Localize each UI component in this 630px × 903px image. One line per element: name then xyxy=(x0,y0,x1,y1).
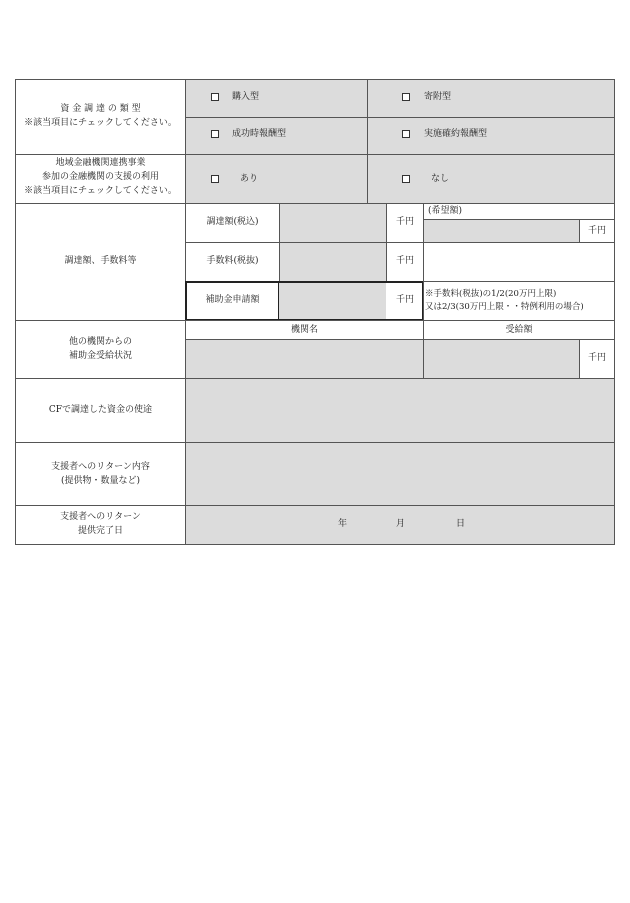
funding-type-label-cell xyxy=(15,79,186,155)
received-amount-unit: 千円 xyxy=(587,353,606,363)
subsidy-request-unit: 千円 xyxy=(395,295,414,305)
desired-amount-input[interactable] xyxy=(423,219,580,243)
fee-unit: 千円 xyxy=(395,256,414,266)
desired-amount-label: (希望額) xyxy=(428,206,463,216)
other-subsidy-label-1: 他の機関からの xyxy=(68,337,132,347)
implementation-reward-checkbox[interactable] xyxy=(402,130,410,138)
return-input[interactable] xyxy=(185,442,615,506)
return-label-1: 支援者へのリターン内容 xyxy=(51,462,150,472)
received-amount-input[interactable] xyxy=(423,339,580,379)
subsidy-note-cell xyxy=(423,281,615,321)
donation-label: 寄附型 xyxy=(424,92,452,102)
other-subsidy-label-2: 補助金受給状況 xyxy=(68,351,132,361)
fee-label: 手数料(税抜) xyxy=(206,256,259,266)
year-label: 年 xyxy=(338,519,348,529)
return-date-label-cell xyxy=(15,505,186,545)
fee-input[interactable] xyxy=(279,242,387,282)
raise-amount-unit: 千円 xyxy=(395,217,414,227)
day-label: 日 xyxy=(456,519,466,529)
no-checkbox[interactable] xyxy=(402,175,410,183)
funding-type-label-1: 資 金 調 達 の 類 型 xyxy=(60,104,141,114)
usage-input[interactable] xyxy=(185,378,615,443)
purchase-checkbox[interactable] xyxy=(211,93,219,101)
success-reward-label: 成功時報酬型 xyxy=(232,129,287,139)
success-reward-checkbox[interactable] xyxy=(211,130,219,138)
yes-label: あり xyxy=(240,174,259,184)
usage-label: CFで調達した資金の使途 xyxy=(48,405,153,415)
subsidy-note-1: ※手数料(税抜)の1/2(20万円上限) xyxy=(425,289,557,299)
return-date-label-1: 支援者へのリターン xyxy=(60,512,141,522)
desired-amount-unit: 千円 xyxy=(587,226,606,236)
subsidy-request-label: 補助金申請額 xyxy=(205,295,260,305)
purchase-label: 購入型 xyxy=(232,92,260,102)
org-name-header: 機関名 xyxy=(290,325,318,335)
regional-bank-label-3: ※該当項目にチェックしてください。 xyxy=(24,186,177,196)
amounts-label: 調達額、手数料等 xyxy=(64,256,137,266)
donation-checkbox[interactable] xyxy=(402,93,410,101)
month-label: 月 xyxy=(396,519,406,529)
regional-bank-label-1: 地域金融機関連携事業 xyxy=(55,158,146,168)
implementation-reward-label: 実施確約報酬型 xyxy=(424,129,488,139)
received-amount-header: 受給額 xyxy=(505,325,533,335)
fee-right-cell xyxy=(423,242,615,282)
yes-checkbox[interactable] xyxy=(211,175,219,183)
return-label-2: (提供物・数量など) xyxy=(60,476,141,486)
no-label: なし xyxy=(431,174,450,184)
subsidy-note-2: 又は2/3(30万円上限・・特例利用の場合) xyxy=(425,302,584,312)
other-subsidy-label-cell xyxy=(15,320,186,379)
return-label-cell xyxy=(15,442,186,506)
funding-type-label-2: ※該当項目にチェックしてください。 xyxy=(24,118,177,128)
raise-amount-input[interactable] xyxy=(279,203,387,243)
subsidy-request-input[interactable] xyxy=(279,281,387,321)
regional-bank-label-2: 参加の金融機関の支援の利用 xyxy=(41,172,159,182)
return-date-label-2: 提供完了日 xyxy=(77,526,123,536)
org-name-input[interactable] xyxy=(185,339,424,379)
raise-amount-label: 調達額(税込) xyxy=(206,217,259,227)
